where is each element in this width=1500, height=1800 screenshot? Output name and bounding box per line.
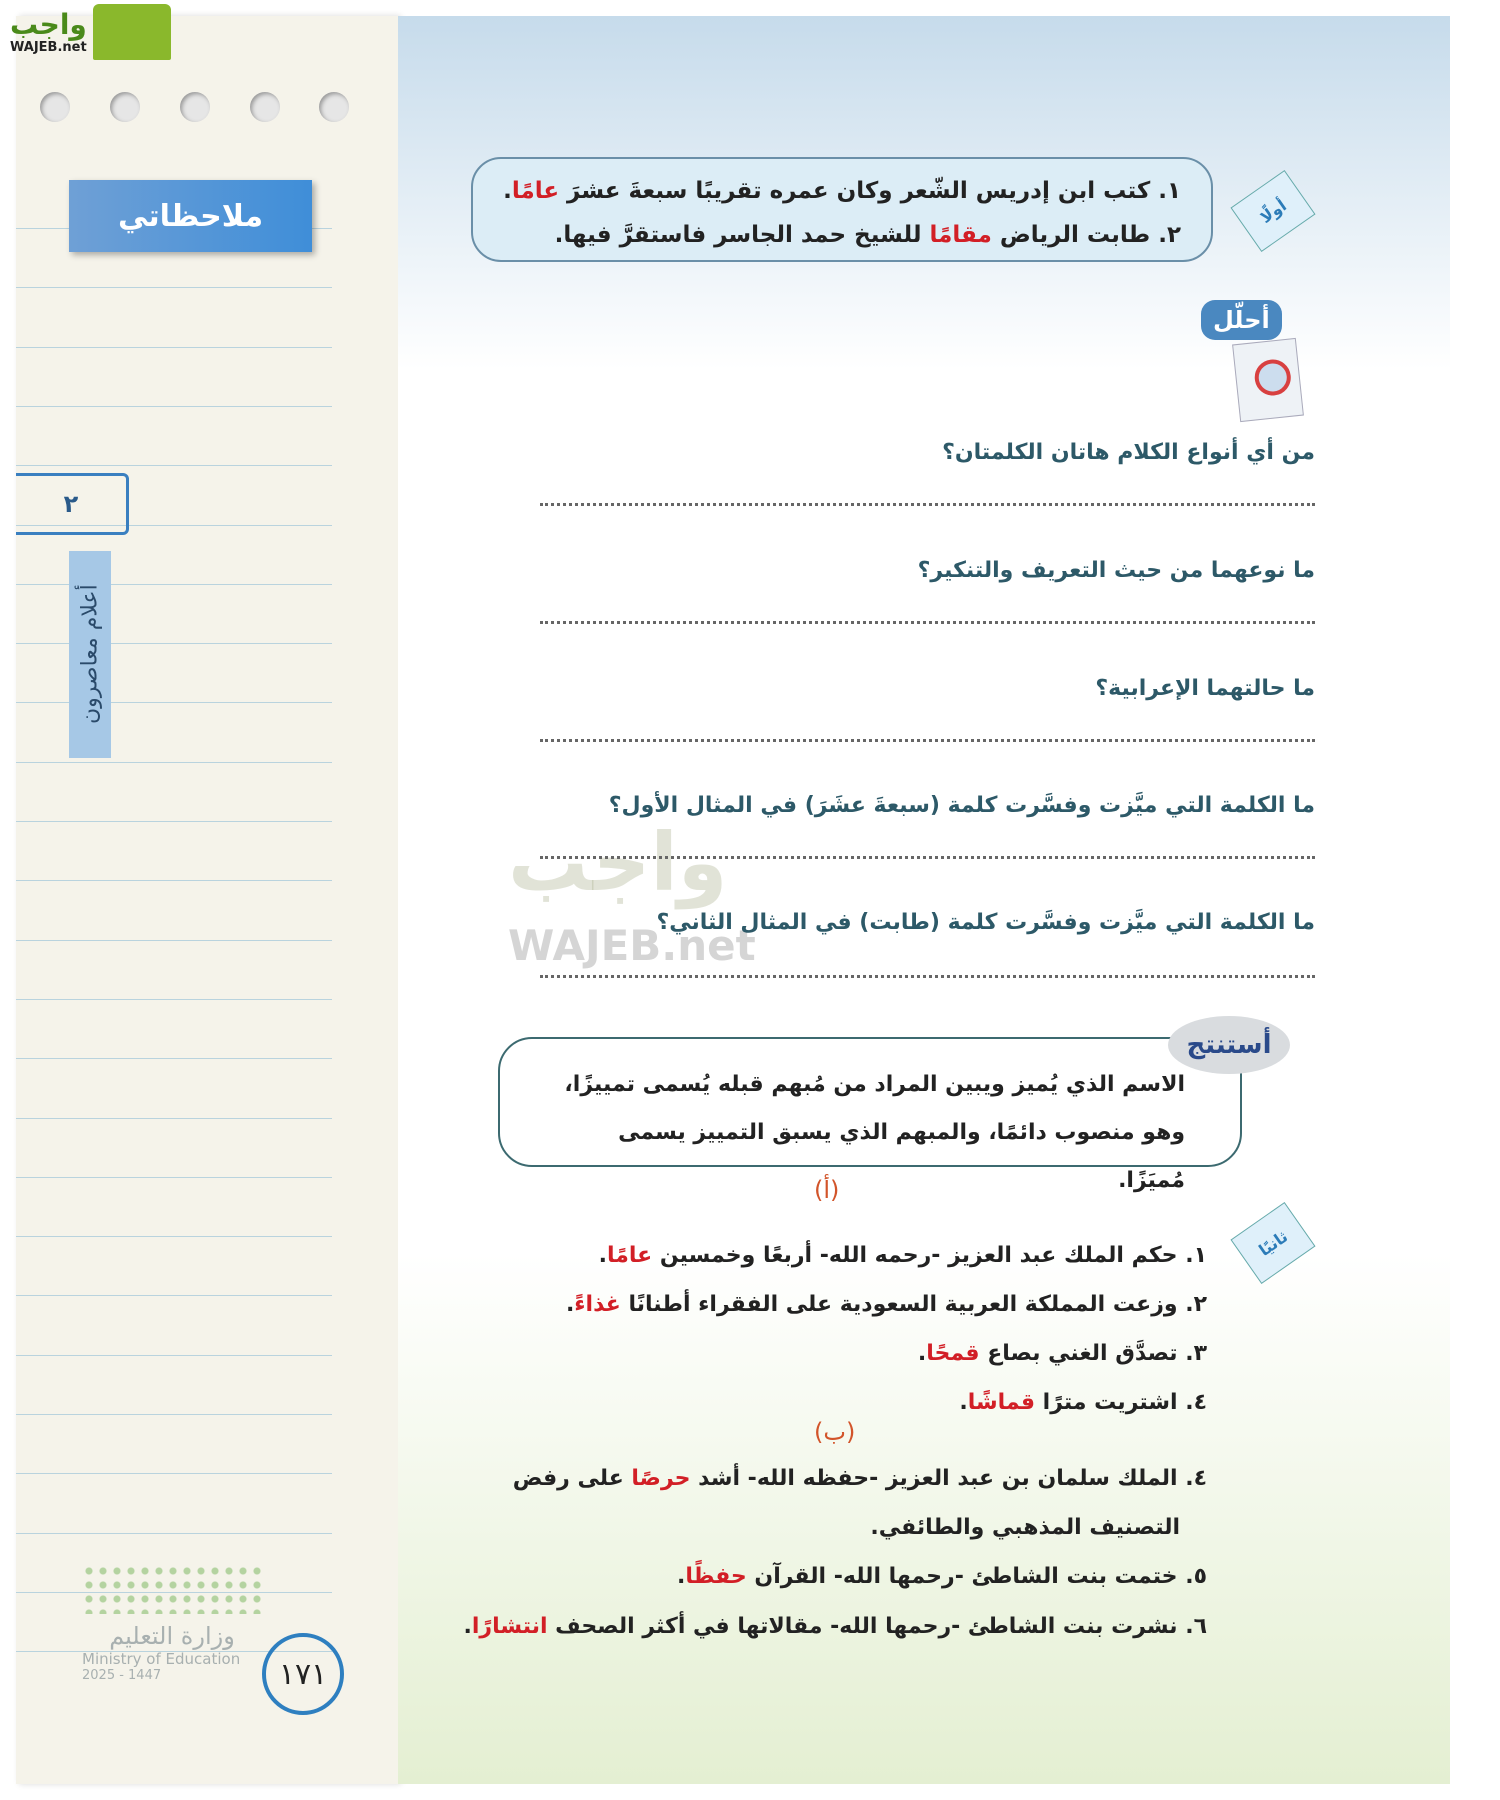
notebook-line [16, 1414, 332, 1415]
conclusion-box [498, 1037, 1242, 1193]
ministry-en: Ministry of Education [82, 1650, 241, 1668]
group-a-label: (أ) [814, 1176, 840, 1204]
notebook-line [16, 940, 332, 941]
question: ما الكلمة التي ميَّزت وفسَّرت كلمة (سبعةَ عشَرَ) في المثال الأول؟ [608, 793, 1315, 818]
question: ما الكلمة التي ميَّزت وفسَّرت كلمة (طابت) في المثال الثاني؟ [656, 910, 1315, 935]
notebook-line [16, 1355, 332, 1356]
notebook-line [16, 347, 332, 348]
ministry-logo [82, 1564, 262, 1683]
notebook-line [16, 584, 332, 585]
sentence: ٣. تصدَّق الغني بصاع قمحًا. [917, 1341, 1207, 1366]
sentence: ٤. اشتريت مترًا قماشًا. [959, 1390, 1207, 1415]
notebook-line [16, 1236, 332, 1237]
notebook-line [16, 702, 332, 703]
answer-line[interactable] [540, 621, 1315, 624]
lesson-page [398, 16, 1450, 1784]
book-icon [93, 4, 171, 60]
group-b-label: (ب) [814, 1418, 856, 1446]
binder-hole [250, 92, 280, 122]
first-tag: أولًا [1230, 170, 1315, 252]
logo-latin: WAJEB.net [10, 39, 87, 55]
sentence: ١. كتب ابن إدريس الشّعر وكان عمره تقريبًا سبعةَ عشرَ عامًا. [503, 178, 1181, 204]
page-number: ١٧١ [262, 1633, 344, 1715]
answer-line[interactable] [540, 856, 1315, 859]
conclusion-line: الاسم الذي يُميز ويبين المراد من مُبهم قبله يُسمى تمييزًا، [564, 1072, 1185, 1097]
notebook-line [16, 643, 332, 644]
ministry-ar: وزارة التعليم [109, 1622, 235, 1650]
notebook-line [16, 1058, 332, 1059]
answer-line[interactable] [540, 503, 1315, 506]
notes-title: ملاحظاتي [69, 180, 312, 252]
sentence: ٥. ختمت بنت الشاطئ -رحمها الله- القرآن حفظًا. [677, 1564, 1207, 1589]
question: من أي أنواع الكلام هاتان الكلمتان؟ [942, 440, 1315, 465]
question: ما حالتهما الإعرابية؟ [1095, 676, 1315, 701]
unit-title: أعلام معاصرون [69, 551, 111, 758]
analyze-tag: أحلّل [1201, 300, 1282, 340]
answer-line[interactable] [540, 975, 1315, 978]
notebook-line [16, 821, 332, 822]
watermark: واجب [508, 816, 728, 909]
question: ما نوعهما من حيث التعريف والتنكير؟ [917, 558, 1315, 583]
notebook-line [16, 465, 332, 466]
logo [10, 4, 171, 60]
notebook-line [16, 1118, 332, 1119]
answer-line[interactable] [540, 739, 1315, 742]
conclusion-line: وهو منصوب دائمًا، والمبهم الذي يسبق التمييز يسمى مُميَزًا. [618, 1120, 1185, 1193]
sentence: ٢. وزعت المملكة العربية السعودية على الفقراء أطنانًا غذاءً. [565, 1292, 1207, 1317]
unit-number: ٢ [16, 473, 129, 535]
notebook-line [16, 880, 332, 881]
notes-sidebar [16, 16, 398, 1784]
sentence: ٢. طابت الرياض مقامًا للشيخ حمد الجاسر فاستقرَّ فيها. [554, 222, 1181, 248]
notebook-line [16, 287, 332, 288]
magnifier-document-icon [1232, 338, 1304, 422]
watermark-latin: WAJEB.net [508, 921, 756, 970]
notebook-line [16, 762, 332, 763]
binder-hole [180, 92, 210, 122]
sentence: ١. حكم الملك عبد العزيز -رحمه الله- أربعًا وخمسين عامًا. [598, 1243, 1207, 1268]
sentence: ٦. نشرت بنت الشاطئ -رحمها الله- مقالاتها في أكثر الصحف انتشارًا. [463, 1614, 1207, 1639]
binder-hole [110, 92, 140, 122]
binder-hole [319, 92, 349, 122]
second-tag: ثانيًا [1230, 1202, 1315, 1284]
notebook-line [16, 406, 332, 407]
ministry-year: 2025 - 1447 [82, 1668, 162, 1683]
examples-box [471, 157, 1213, 262]
sentence-continuation: التصنيف المذهبي والطائفي. [870, 1515, 1180, 1540]
ministry-dots [82, 1564, 262, 1614]
notebook-line [16, 1533, 332, 1534]
notebook-line [16, 1473, 332, 1474]
notebook-line [16, 999, 332, 1000]
binder-hole [40, 92, 70, 122]
logo-arabic: واجب [10, 7, 87, 41]
sentence: ٤. الملك سلمان بن عبد العزيز -حفظه الله- أشد حرصًا على رفض [512, 1466, 1207, 1491]
notebook-line [16, 1177, 332, 1178]
notebook-line [16, 1295, 332, 1296]
conclude-tag: أستنتج [1168, 1016, 1290, 1074]
